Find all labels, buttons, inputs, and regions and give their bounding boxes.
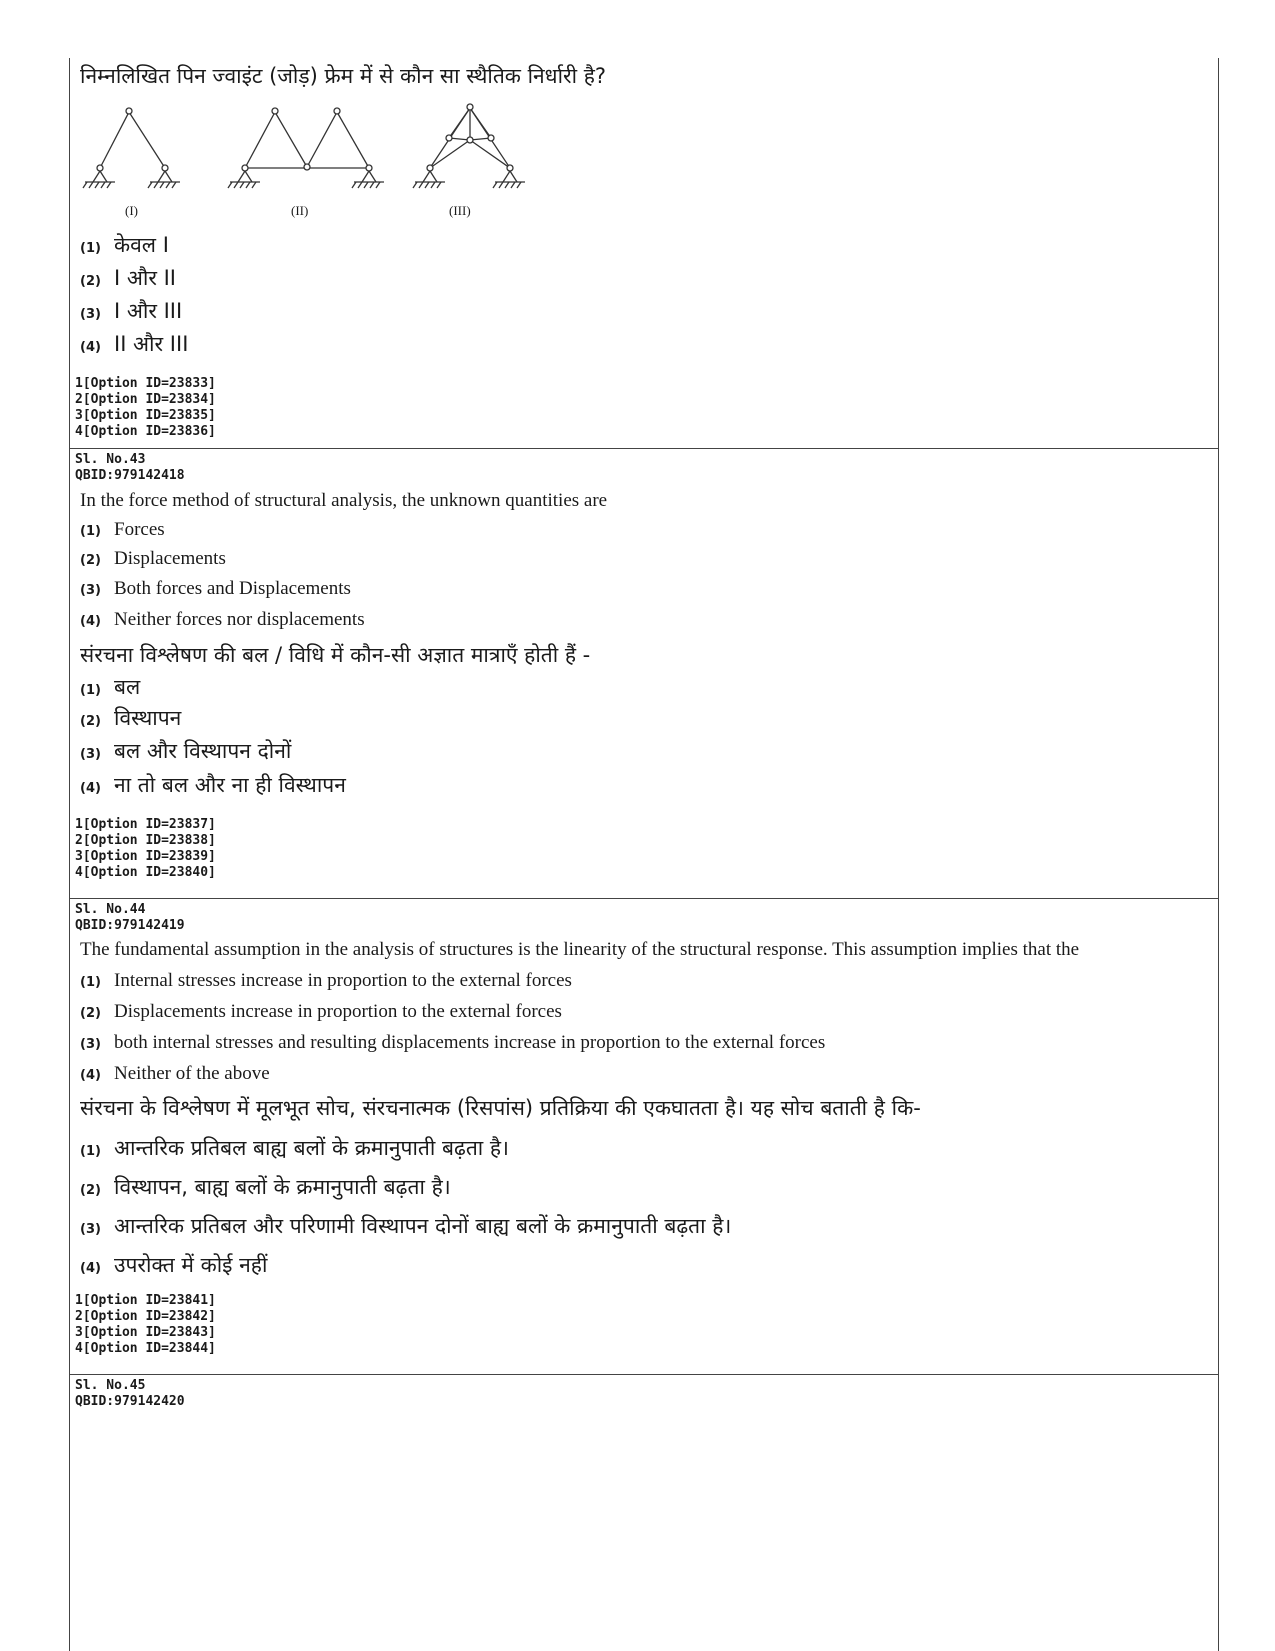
q43-option-hi-4: (4) ना तो बल और ना ही विस्थापन [80, 773, 346, 797]
q43-option-ids [75, 817, 216, 881]
option-id: 1[Option ID=23833] [75, 376, 216, 391]
q43-header [75, 452, 185, 484]
option-id: 4[Option ID=23836] [75, 424, 216, 439]
option-id: 3[Option ID=23843] [75, 1325, 216, 1340]
option-id: 2[Option ID=23834] [75, 392, 216, 407]
figure-label-iii: (III) [449, 203, 471, 218]
q42-option-1: (1) केवल I [80, 233, 169, 257]
divider-q42-q43 [70, 448, 1219, 449]
figure-label-ii: (II) [291, 203, 309, 218]
option-id: 1[Option ID=23841] [75, 1293, 216, 1308]
option-id: 3[Option ID=23839] [75, 849, 216, 864]
figure-label-i: (I) [125, 203, 138, 218]
frame-iii [413, 104, 525, 188]
frame-i [83, 108, 180, 188]
q43-option-hi-3: (3) बल और विस्थापन दोनों [80, 739, 292, 763]
q44-option-en-3: (3) both internal stresses and resulting displacements increase in proportion to the external forces [80, 1032, 826, 1053]
sl-no: Sl. No.45 [75, 1378, 146, 1393]
q42-option-2: (2) I और II [80, 266, 177, 290]
q44-option-hi-2: (2) विस्थापन, बाह्य बलों के क्रमानुपाती बढ़ता है। [80, 1175, 451, 1199]
qbid: QBID:979142418 [75, 468, 185, 483]
option-id: 4[Option ID=23840] [75, 865, 216, 880]
q44-option-hi-4: (4) उपरोक्त में कोई नहीं [80, 1253, 268, 1277]
q42-option-ids [75, 376, 216, 440]
q45-header [75, 1378, 185, 1410]
q43-option-hi-1: (1) बल [80, 675, 141, 699]
qbid: QBID:979142419 [75, 918, 185, 933]
q43-option-en-3: (3) Both forces and Displacements [80, 578, 351, 599]
q44-question-english: The fundamental assumption in the analysis of structures is the linearity of the structural response. This assumption implies that the [80, 939, 1080, 960]
q42-option-4: (4) II और III [80, 332, 189, 356]
q44-option-en-4: (4) Neither of the above [80, 1063, 270, 1084]
option-id: 3[Option ID=23835] [75, 408, 216, 423]
right-border [1218, 58, 1219, 1651]
q44-option-hi-3: (3) आन्तरिक प्रतिबल और परिणामी विस्थापन दोनों बाह्य बलों के क्रमानुपाती बढ़ता है। [80, 1214, 732, 1238]
q44-option-ids [75, 1293, 216, 1357]
option-id: 2[Option ID=23842] [75, 1309, 216, 1324]
q42-question-hindi: निम्नलिखित पिन ज्वाइंट (जोड़) फ्रेम में से कौन सा स्थैतिक निर्धारी है? [80, 64, 607, 88]
q43-option-en-1: (1) Forces [80, 519, 165, 540]
q43-option-hi-2: (2) विस्थापन [80, 706, 182, 730]
q43-question-hindi: संरचना विश्लेषण की बल / विधि में कौन-सी अज्ञात मात्राएँ होती हैं - [80, 643, 591, 667]
q43-option-en-2: (2) Displacements [80, 548, 226, 569]
sl-no: Sl. No.43 [75, 452, 146, 467]
sl-no: Sl. No.44 [75, 902, 146, 917]
q43-option-en-4: (4) Neither forces nor displacements [80, 609, 365, 630]
option-id: 4[Option ID=23844] [75, 1341, 216, 1356]
divider-q44-q45 [70, 1374, 1219, 1375]
divider-q43-q44 [70, 898, 1219, 899]
q43-question-english: In the force method of structural analysis, the unknown quantities are [80, 490, 608, 511]
q44-option-hi-1: (1) आन्तरिक प्रतिबल बाह्य बलों के क्रमानुपाती बढ़ता है। [80, 1136, 510, 1160]
q44-option-en-1: (1) Internal stresses increase in proportion to the external forces [80, 970, 572, 991]
option-id: 2[Option ID=23838] [75, 833, 216, 848]
qbid: QBID:979142420 [75, 1394, 185, 1409]
left-border [69, 58, 70, 1651]
q42-option-3: (3) I और III [80, 299, 183, 323]
option-id: 1[Option ID=23837] [75, 817, 216, 832]
truss-frames-diagram [75, 100, 555, 200]
q44-option-en-2: (2) Displacements increase in proportion to the external forces [80, 1001, 562, 1022]
q44-header [75, 902, 185, 934]
q44-question-hindi: संरचना के विश्लेषण में मूलभूत सोच, संरचनात्मक (रिसपांस) प्रतिक्रिया की एकघातता है। यह सोच बताती है कि- [80, 1096, 921, 1120]
frame-ii [228, 108, 384, 188]
